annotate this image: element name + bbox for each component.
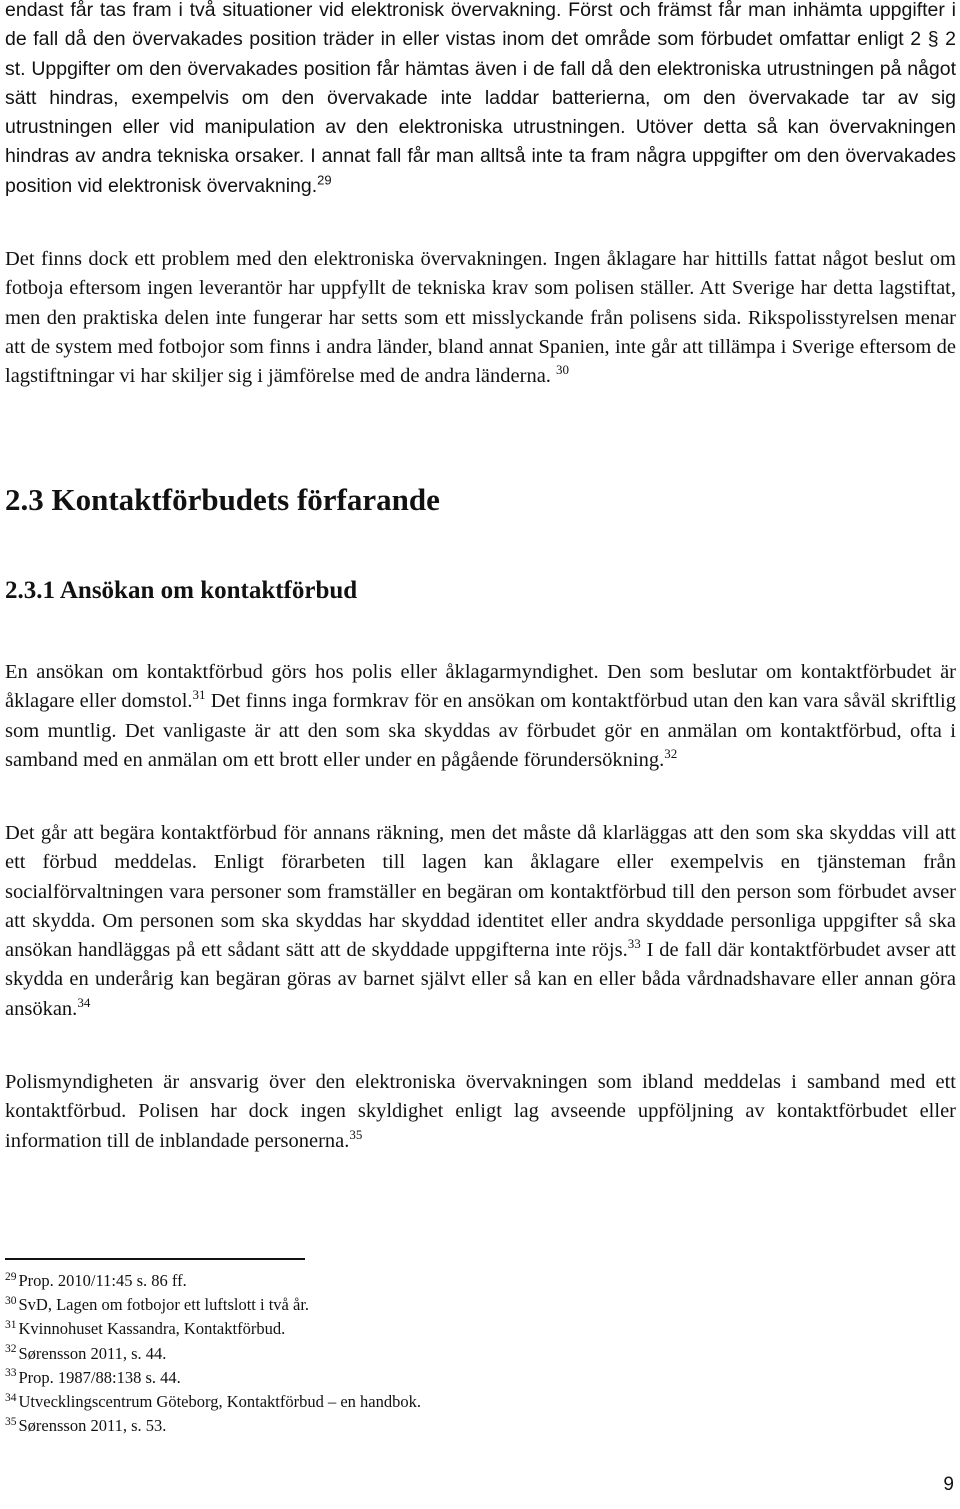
- footnote-reference[interactable]: 29: [317, 172, 332, 188]
- paragraph-text: Det finns inga formkrav för en ansökan om kontaktförbud utan den kan vara såväl skriftlig som muntlig. Det vanligaste är att den som ska skyddas av förbudet gör en anmälan om kontaktförbud, ofta i samband med en anmälan om ett brott eller under en pågående förundersökning.: [5, 690, 956, 771]
- paragraph-text: Det finns dock ett problem med den elektroniska övervakningen. Ingen åklagare har hittills fattat något beslut om fotboja eftersom ingen leverantör har uppfyllt de tekniska krav som polisen ställer. Att Sverige har detta lagstiftat, men den praktiska delen inte fungerar har setts som ett misslyckande från polisens sida. Rikspolisstyrelsen menar att de system med fotbojor som finns i andra länder, bland annat Spanien, inte går att tillämpa i Sverige eftersom de lagstiftningar vi har skiljer sig i jämförelse med de andra länderna.: [5, 248, 956, 388]
- paragraph-text: I de fall där kontaktförbudet avser att skydda en underårig kan begäran göras av barnet självt eller så kan en eller båda vårdnadshavare eller annan göra ansökan.: [5, 939, 956, 1020]
- paragraph-on-behalf-of-others: [5, 819, 956, 1024]
- paragraph-text: Det går att begära kontaktförbud för annans räkning, men det måste då klarläggas att den som ska skyddas vill att ett förbud meddelas. Enligt förarbeten till lagen kan åklagare eller exempelvis en tjänsteman från socialförvaltningen vara personer som framställer en begäran om kontaktförbud till den person som förbudet avser att skydda. Om personen som ska skyddas har skyddad identitet eller andra skyddade personliga uppgifter så ska ansökan handläggas på ett sådant sätt att de skyddade uppgifterna inte röjs.: [5, 822, 956, 962]
- section-heading: 2.3 Kontaktförbudets förfarande: [5, 482, 440, 517]
- footnote-number: 30: [5, 1294, 17, 1307]
- footnote-text: Prop. 2010/11:45 s. 86 ff.: [18, 1271, 187, 1290]
- page-number: 9: [943, 1474, 954, 1495]
- footnote-reference[interactable]: 31: [192, 687, 206, 703]
- paragraph-police-responsibility: [5, 1068, 956, 1156]
- footnote-item: [5, 1269, 905, 1293]
- footnote-text: Kvinnohuset Kassandra, Kontaktförbud.: [18, 1319, 286, 1339]
- footnote-item: [5, 1366, 905, 1390]
- paragraph-application: [5, 658, 956, 775]
- footnote-number: 32: [5, 1343, 17, 1356]
- footnote-reference[interactable]: 30: [556, 362, 570, 378]
- footnote-number: 29: [5, 1270, 17, 1283]
- footnote-number: 35: [5, 1415, 17, 1428]
- footnote-item: [5, 1390, 905, 1414]
- paragraph-text: I annat fall får man alltså inte ta fram några uppgifter om den övervakades position vid elektronisk övervakning.: [5, 145, 956, 197]
- paragraph-text: Polismyndigheten är ansvarig över den elektroniska övervakningen som ibland meddelas i samband med ett kontaktförbud. Polisen har dock ingen skyldighet enligt lag avseende uppföljning av kontaktförbudet eller information till de inblandade personerna.: [5, 1071, 956, 1152]
- footnote-reference[interactable]: 33: [627, 936, 641, 952]
- footnote-text: Utvecklingscentrum Göteborg, Kontaktförbud – en handbok.: [18, 1392, 421, 1412]
- paragraph-text: endast får tas fram i två situationer vid elektronisk övervakning. Först och främst får man inhämta uppgifter i de fall då den övervakades position träder in eller vistas inom det område som förbudet omfattar enligt 2 § 2 st. Uppgifter om den övervakades position får hämtas även i de fall då den elektroniska utrustningen på något sätt hindras, exempelvis om den övervakade inte laddar batterierna, om den övervakade tar av sig utrustningen eller vid manipulation av den elektroniska utrustningen. Utöver detta så kan övervakningen hindras av andra tekniska orsaker.: [5, 0, 956, 168]
- footnote-item: [5, 1293, 905, 1317]
- footnote-divider: [5, 1258, 305, 1260]
- footnote-number: 34: [5, 1391, 17, 1404]
- footnote-reference[interactable]: 32: [664, 746, 678, 762]
- footnote-list: [5, 1269, 905, 1438]
- footnote-reference[interactable]: 35: [349, 1126, 363, 1142]
- footnote-item: [5, 1342, 905, 1366]
- footnote-number: 33: [5, 1367, 17, 1380]
- footnote-text: SvD, Lagen om fotbojor ett luftslott i två år.: [18, 1295, 310, 1315]
- footnote-item: [5, 1414, 905, 1438]
- footnote-text: Prop. 1987/88:138 s. 44.: [18, 1367, 181, 1387]
- subsection-heading: 2.3.1 Ansökan om kontaktförbud: [5, 577, 358, 604]
- paragraph-text: En ansökan om kontaktförbud görs hos polis eller åklagarmyndighet. Den som beslutar om kontaktförbudet är åklagare eller domstol.: [5, 661, 956, 713]
- footnote-text: Sørensson 2011, s. 53.: [18, 1416, 167, 1436]
- paragraph-electronic-surveillance: [5, 0, 956, 201]
- paragraph-ankle-monitor-problem: [5, 245, 956, 391]
- footnote-number: 31: [5, 1318, 17, 1331]
- footnote-text: Sørensson 2011, s. 44.: [18, 1343, 167, 1363]
- footnote-item: [5, 1317, 905, 1341]
- footnote-reference[interactable]: 34: [77, 994, 91, 1010]
